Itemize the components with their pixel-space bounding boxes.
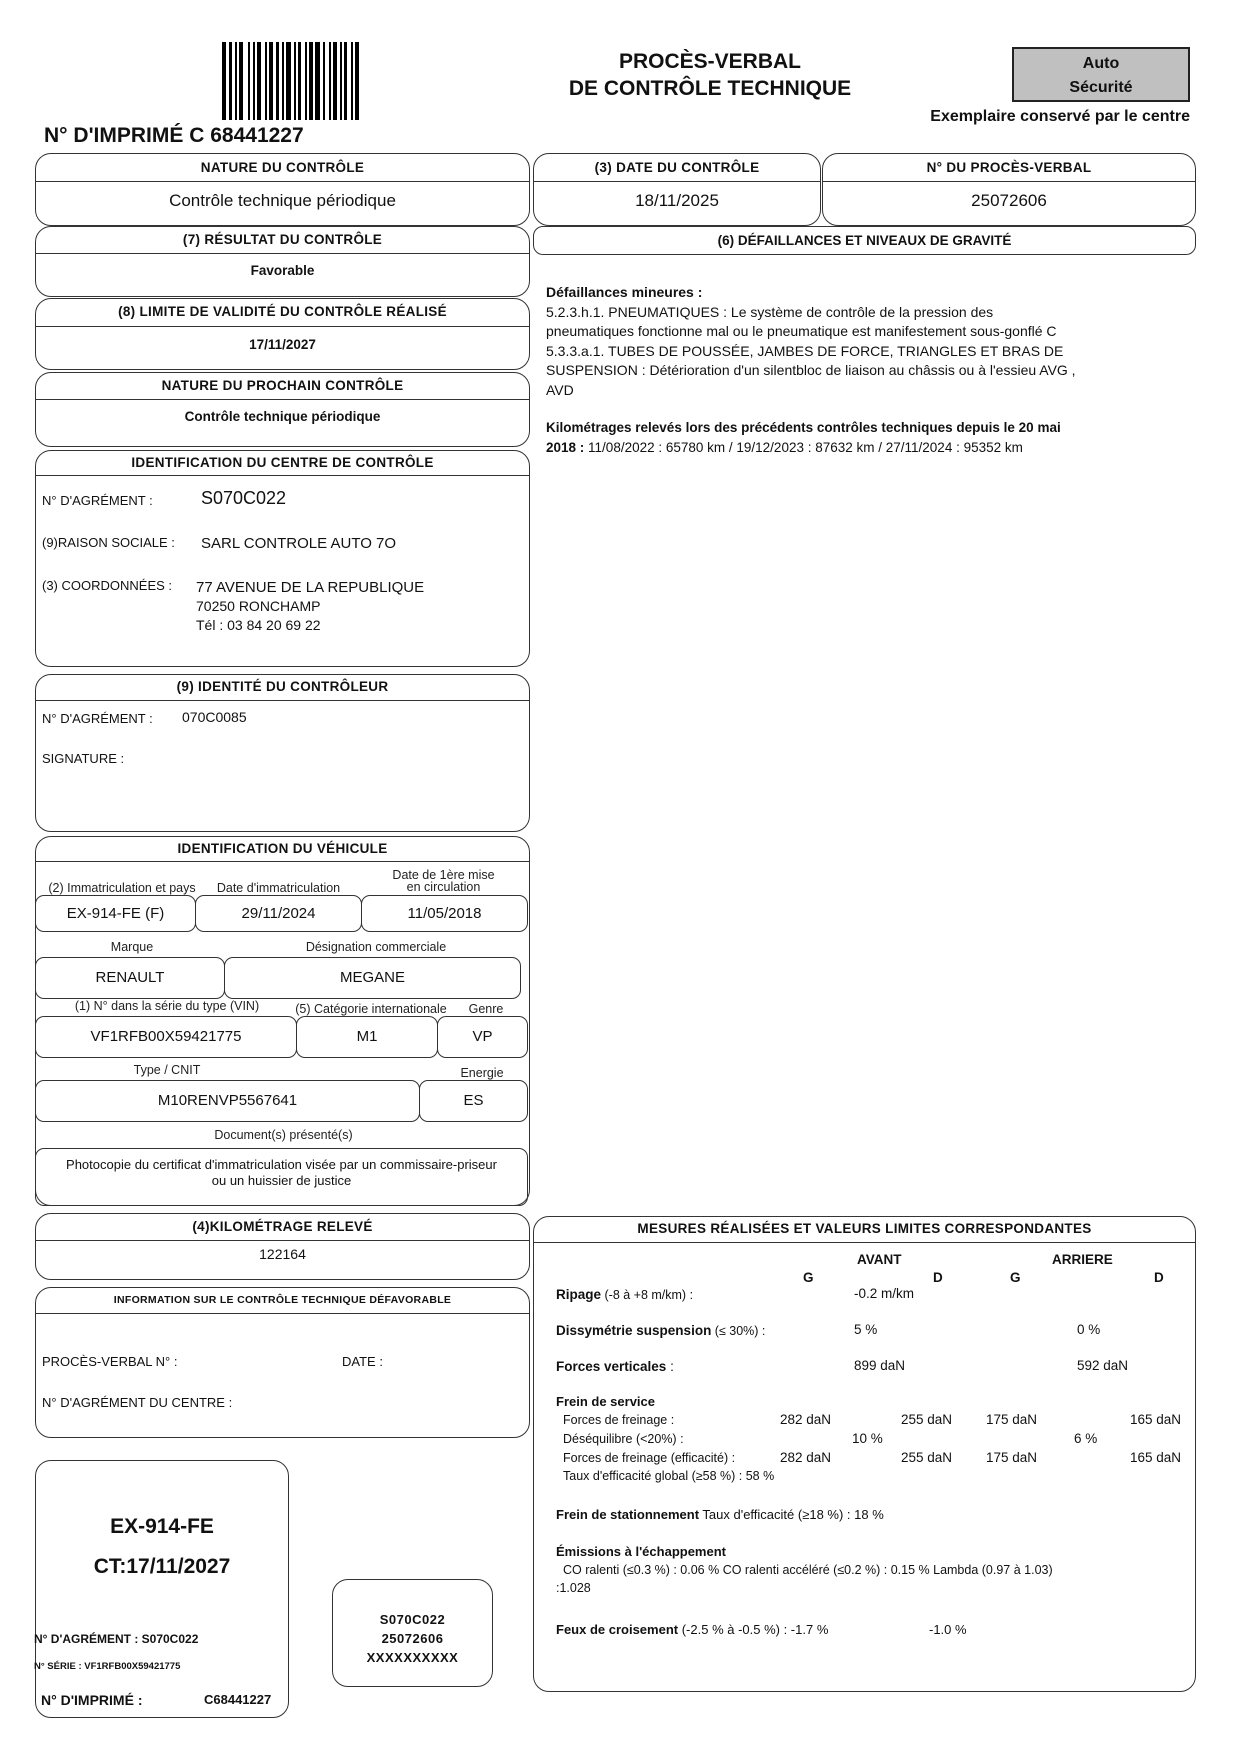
defaillance-line: 5.3.3.a.1. TUBES DE POUSSÉE, JAMBES DE FORCE, TRIANGLES ET BRAS DE (546, 342, 1064, 359)
resultat-box (35, 226, 530, 297)
controleur-box (35, 674, 530, 832)
document-title (560, 48, 860, 102)
vehicule-box (35, 836, 530, 1206)
centre-raison-label: (9)RAISON SOCIALE : (42, 535, 175, 550)
date-controle-box (533, 153, 821, 226)
forces-vert-avant: 899 daN (854, 1358, 906, 1373)
designation-label: Désignation commerciale (305, 940, 447, 954)
prochain-box (35, 372, 530, 447)
col-arriere: ARRIERE (1052, 1252, 1113, 1267)
barcode (222, 42, 359, 120)
col-avant: AVANT (857, 1252, 902, 1267)
docs-line-2: ou un huissier de justice (211, 1173, 352, 1188)
energie-label: Energie (460, 1066, 504, 1080)
defaillances-minor-title: Défaillances mineures : (546, 284, 703, 300)
ripage-limit: (-8 à +8 m/km) : (601, 1288, 694, 1302)
defaillance-line: 5.2.3.h.1. PNEUMATIQUES : Le système de contrôle de la pression des (546, 303, 994, 320)
nature-controle-header: NATURE DU CONTRÔLE (36, 154, 529, 182)
centre-header: IDENTIFICATION DU CENTRE DE CONTRÔLE (36, 451, 529, 476)
km-history-year: 2018 : (546, 439, 585, 455)
centre-agrement-label: N° D'AGRÉMENT : (42, 493, 153, 508)
categorie-label: (5) Catégorie internationale (295, 1002, 447, 1016)
emissions-label: Émissions à l'échappement (556, 1544, 726, 1559)
defaillance-line: AVD (546, 381, 574, 398)
ff-arriere-d: 165 daN (1130, 1412, 1182, 1427)
ffe-avant-g: 282 daN (780, 1450, 832, 1465)
dissy-avant: 5 % (854, 1322, 878, 1337)
vignette-imprime-value: C68441227 (204, 1692, 272, 1707)
categorie-value: M1 (296, 1016, 438, 1058)
mesures-box (533, 1216, 1196, 1692)
type-value: M10RENVP5567641 (35, 1080, 420, 1122)
date-1ere-value: 11/05/2018 (361, 895, 528, 932)
forces-vert-arriere: 592 daN (1077, 1358, 1129, 1373)
stamp-line-2: 25072606 (381, 1631, 444, 1646)
controleur-header: (9) IDENTITÉ DU CONTRÔLEUR (36, 675, 529, 701)
nature-controle-box (35, 153, 530, 226)
deseq-arriere: 6 % (1074, 1431, 1098, 1446)
title-line-1: PROCÈS-VERBAL (618, 50, 802, 73)
forces-vert-row (556, 1359, 674, 1374)
title-line-2: DE CONTRÔLE TECHNIQUE (568, 77, 852, 100)
kilometrage-value: 122164 (259, 1246, 306, 1262)
centre-address-line-1: 77 AVENUE DE LA REPUBLIQUE (196, 579, 425, 596)
deseq-label: Déséquilibre (<20%) : (563, 1432, 684, 1446)
defaillances-header: (6) DÉFAILLANCES ET NIVEAUX DE GRAVITÉ (717, 233, 1012, 248)
docs-line-1: Photocopie du certificat d'immatriculation visée par un commissaire-priseur (66, 1157, 497, 1172)
taux-global: Taux d'efficacité global (≥58 %) : 58 % (563, 1469, 775, 1483)
ffe-arriere-d: 165 daN (1130, 1450, 1182, 1465)
vignette-serie: N° SÉRIE : VF1RFB00X59421775 (34, 1661, 181, 1672)
ffe-avant-d: 255 daN (901, 1450, 953, 1465)
dissy-arriere: 0 % (1077, 1322, 1101, 1337)
vignette-ct-date: CT:17/11/2027 (93, 1555, 231, 1578)
date-immat-label: Date d'immatriculation (216, 881, 341, 895)
feux-label: Feux de croisement (556, 1622, 679, 1637)
immat-label: (2) Immatriculation et pays (48, 881, 196, 895)
feux-row (556, 1622, 828, 1637)
deseq-avant: 10 % (852, 1431, 883, 1446)
stamp-box (332, 1579, 493, 1687)
col-avant-g: G (803, 1270, 814, 1285)
col-arriere-g: G (1010, 1270, 1021, 1285)
defaillances-header-box (533, 226, 1196, 255)
vignette-imprime-label: N° D'IMPRIMÉ : (41, 1692, 143, 1708)
ffe-label: Forces de freinage (efficacité) : (563, 1451, 736, 1465)
dissy-row (556, 1323, 765, 1338)
docs-label: Document(s) présenté(s) (214, 1128, 353, 1142)
date-immat-value: 29/11/2024 (195, 895, 362, 932)
centre-agrement-value: S070C022 (201, 488, 287, 508)
forces-vert-limit: : (666, 1359, 674, 1374)
kilometrage-box (35, 1213, 530, 1280)
date-controle-value: 18/11/2025 (635, 191, 719, 210)
controleur-agrement-value: 070C0085 (182, 709, 247, 725)
ripage-label: Ripage (556, 1287, 602, 1302)
nature-controle-value: Contrôle technique périodique (169, 191, 396, 210)
stamp-line-1: S070C022 (379, 1612, 446, 1627)
genre-value: VP (437, 1016, 528, 1058)
defaillance-line: SUSPENSION : Détérioration d'un silentbloc de liaison au châssis ou à l'essieu AVG , (546, 362, 1076, 378)
col-arriere-d: D (1154, 1270, 1164, 1285)
emissions-values: CO ralenti (≤0.3 %) : 0.06 % CO ralenti accéléré (≤0.2 %) : 0.15 % Lambda (0.97 à 1.03) (563, 1563, 1053, 1577)
energie-value: ES (419, 1080, 528, 1122)
km-history-title: Kilométrages relevés lors des précédents contrôles techniques depuis le 20 mai (546, 420, 1061, 435)
type-label: Type / CNIT (133, 1063, 201, 1077)
vin-value: VF1RFB00X59421775 (35, 1016, 297, 1058)
centre-coord-label: (3) COORDONNÉES : (42, 578, 173, 593)
stamp-line-3: XXXXXXXXXX (366, 1650, 459, 1665)
centre-address (196, 578, 424, 635)
frein-service-label: Frein de service (556, 1394, 655, 1409)
ffe-arriere-g: 175 daN (986, 1450, 1038, 1465)
network-line-2: Sécurité (1069, 79, 1133, 96)
stationnement-row (556, 1507, 884, 1522)
pv-number-header: N° DU PROCÈS-VERBAL (823, 154, 1195, 182)
date-1ere-label-line1: Date de 1ère mise (392, 868, 495, 882)
ripage-value: -0.2 m/km (854, 1286, 915, 1301)
validite-header: (8) LIMITE DE VALIDITÉ DU CONTRÔLE RÉALISÉ (36, 299, 529, 327)
ff-arriere-g: 175 daN (986, 1412, 1038, 1427)
pv-number-value: 25072606 (971, 191, 1047, 210)
immat-value: EX-914-FE (F) (35, 895, 196, 932)
kilometrage-header: (4)KILOMÉTRAGE RELEVÉ (36, 1214, 529, 1241)
marque-label: Marque (110, 940, 154, 954)
vin-label: (1) N° dans la série du type (VIN) (74, 999, 260, 1013)
defaillance-line: pneumatiques fonctionne mal ou le pneumatique est manifestement sous-gonflé C (546, 323, 1057, 339)
stationnement-value: Taux d'efficacité (≥18 %) : 18 % (699, 1507, 884, 1522)
mesures-header: MESURES RÉALISÉES ET VALEURS LIMITES CORRESPONDANTES (534, 1217, 1195, 1243)
centre-box (35, 450, 530, 667)
resultat-header: (7) RÉSULTAT DU CONTRÔLE (36, 227, 529, 254)
stationnement-label: Frein de stationnement (556, 1507, 700, 1522)
ff-avant-g: 282 daN (780, 1412, 832, 1427)
signature-label: SIGNATURE : (42, 751, 125, 766)
date-1ere-label (361, 869, 526, 893)
forces-vert-label: Forces verticales (556, 1359, 667, 1374)
dissy-limit: (≤ 30%) : (711, 1324, 766, 1338)
defaillances-content (546, 283, 1196, 457)
centre-phone: Tél : 03 84 20 69 22 (196, 617, 321, 633)
defavorable-pv-label: PROCÈS-VERBAL N° : (42, 1354, 178, 1369)
vehicule-header: IDENTIFICATION DU VÉHICULE (36, 837, 529, 862)
lambda-value: :1.028 (556, 1581, 591, 1595)
prochain-value: Contrôle technique périodique (184, 409, 381, 424)
network-line-1: Auto (1082, 55, 1120, 72)
validite-value: 17/11/2027 (249, 337, 316, 352)
feux-value-left: (-2.5 % à -0.5 %) : -1.7 % (678, 1622, 829, 1637)
marque-value: RENAULT (35, 957, 225, 999)
imprime-number: N° D'IMPRIMÉ C 68441227 (44, 124, 304, 147)
designation-value: MEGANE (224, 957, 521, 999)
stamp-content (333, 1610, 492, 1667)
ff-label: Forces de freinage : (563, 1413, 675, 1427)
defavorable-date-label: DATE : (342, 1354, 383, 1369)
network-badge (1012, 47, 1190, 102)
feux-value-right: -1.0 % (929, 1622, 967, 1637)
ripage-row (556, 1287, 693, 1302)
copy-note: Exemplaire conservé par le centre (930, 108, 1190, 125)
defavorable-header: INFORMATION SUR LE CONTRÔLE TECHNIQUE DÉFAVORABLE (36, 1288, 529, 1314)
centre-raison-value: SARL CONTROLE AUTO 7O (201, 535, 397, 552)
defavorable-agrement-label: N° D'AGRÉMENT DU CENTRE : (42, 1395, 233, 1410)
vignette-agrement: N° D'AGRÉMENT : S070C022 (34, 1632, 199, 1646)
km-history-values: 11/08/2022 : 65780 km / 19/12/2023 : 87632 km / 27/11/2024 : 95352 km (588, 439, 1023, 455)
docs-value (35, 1148, 528, 1206)
validite-box (35, 298, 530, 370)
date-controle-header: (3) DATE DU CONTRÔLE (534, 154, 820, 182)
pv-number-box (822, 153, 1196, 226)
vignette-plate: EX-914-FE (110, 1515, 214, 1538)
resultat-value: Favorable (250, 263, 315, 278)
col-avant-d: D (933, 1270, 943, 1285)
controleur-agrement-label: N° D'AGRÉMENT : (42, 711, 153, 726)
vignette-box (35, 1460, 289, 1718)
defavorable-box (35, 1287, 530, 1438)
date-1ere-label-line2: en circulation (406, 880, 481, 894)
prochain-header: NATURE DU PROCHAIN CONTRÔLE (36, 373, 529, 400)
centre-address-line-2: 70250 RONCHAMP (196, 598, 321, 614)
genre-label: Genre (468, 1002, 504, 1016)
dissy-label: Dissymétrie suspension (556, 1323, 712, 1338)
ff-avant-d: 255 daN (901, 1412, 953, 1427)
